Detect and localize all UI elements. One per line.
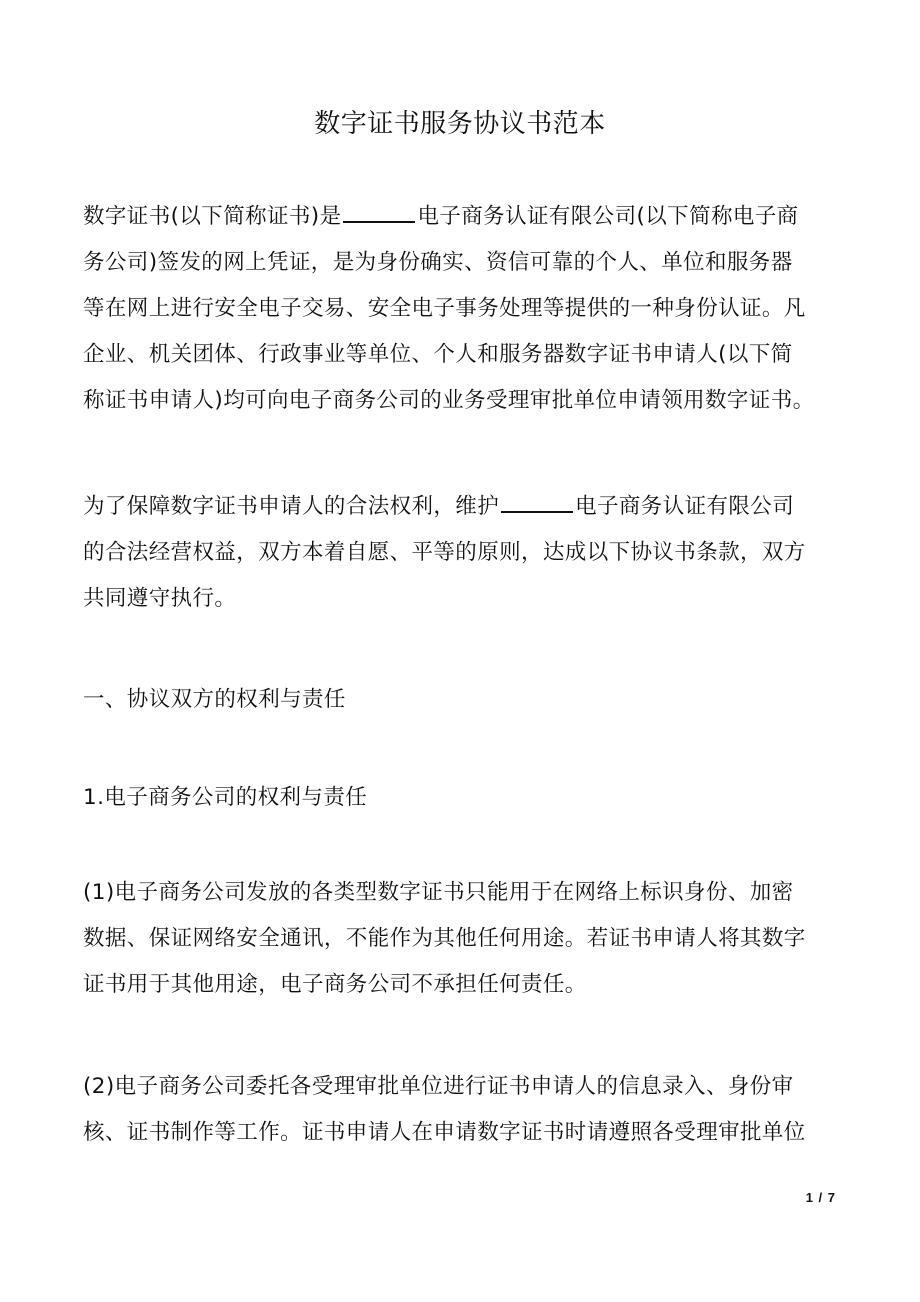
intro-line-2: 务公司)签发的网上凭证，是为身份确实、资信可靠的个人、单位和服务器 [83,250,793,275]
intro-line-1: 数字证书(以下简称证书)是 电子商务认证有限公司(以下简称电子商 [83,194,843,240]
document-title: 数字证书服务协议书范本 [314,109,606,139]
page-number: 1 / 7 [805,1190,836,1205]
clause-1-line-1: (1)电子商务公司发放的各类型数字证书只能用于在网络上标识身份、加密 [83,880,794,905]
section-heading: 一、协议双方的权利与责任 [83,687,346,712]
purpose-line-2: 的合法经营权益，双方本着自愿、平等的原则，达成以下协议书条款，双方 [83,540,806,565]
purpose-paragraph [83,484,843,622]
fill-in-blank [501,489,573,513]
clause-2-line-1: (2)电子商务公司委托各受理审批单位进行证书申请人的信息录入、身份审 [83,1074,794,1099]
purpose-line-3: 共同遵守执行。 [83,586,237,611]
clause-2 [83,1064,843,1156]
intro-paragraph [83,194,843,424]
clause-1 [83,870,843,1008]
purpose-line-1: 为了保障数字证书申请人的合法权利，维护 电子商务认证有限公司 [83,484,843,530]
intro-line-4: 企业、机关团体、行政事业等单位、个人和服务器数字证书申请人(以下简 [83,342,793,367]
intro-line-5: 称证书申请人)均可向电子商务公司的业务受理审批单位申请领用数字证书。 [83,388,815,413]
clause-2-line-2: 核、证书制作等工作。证书申请人在申请数字证书时请遵照各受理审批单位 [83,1120,806,1145]
clause-1-line-2: 数据、保证网络安全通讯，不能作为其他任何用途。若证书申请人将其数字 [83,926,806,951]
intro-line-3: 等在网上进行安全电子交易、安全电子事务处理等提供的一种身份认证。凡 [83,296,806,321]
subsection-heading: 1.电子商务公司的权利与责任 [83,785,368,810]
clause-1-line-3: 证书用于其他用途，电子商务公司不承担任何责任。 [83,972,587,997]
fill-in-blank [343,199,415,223]
